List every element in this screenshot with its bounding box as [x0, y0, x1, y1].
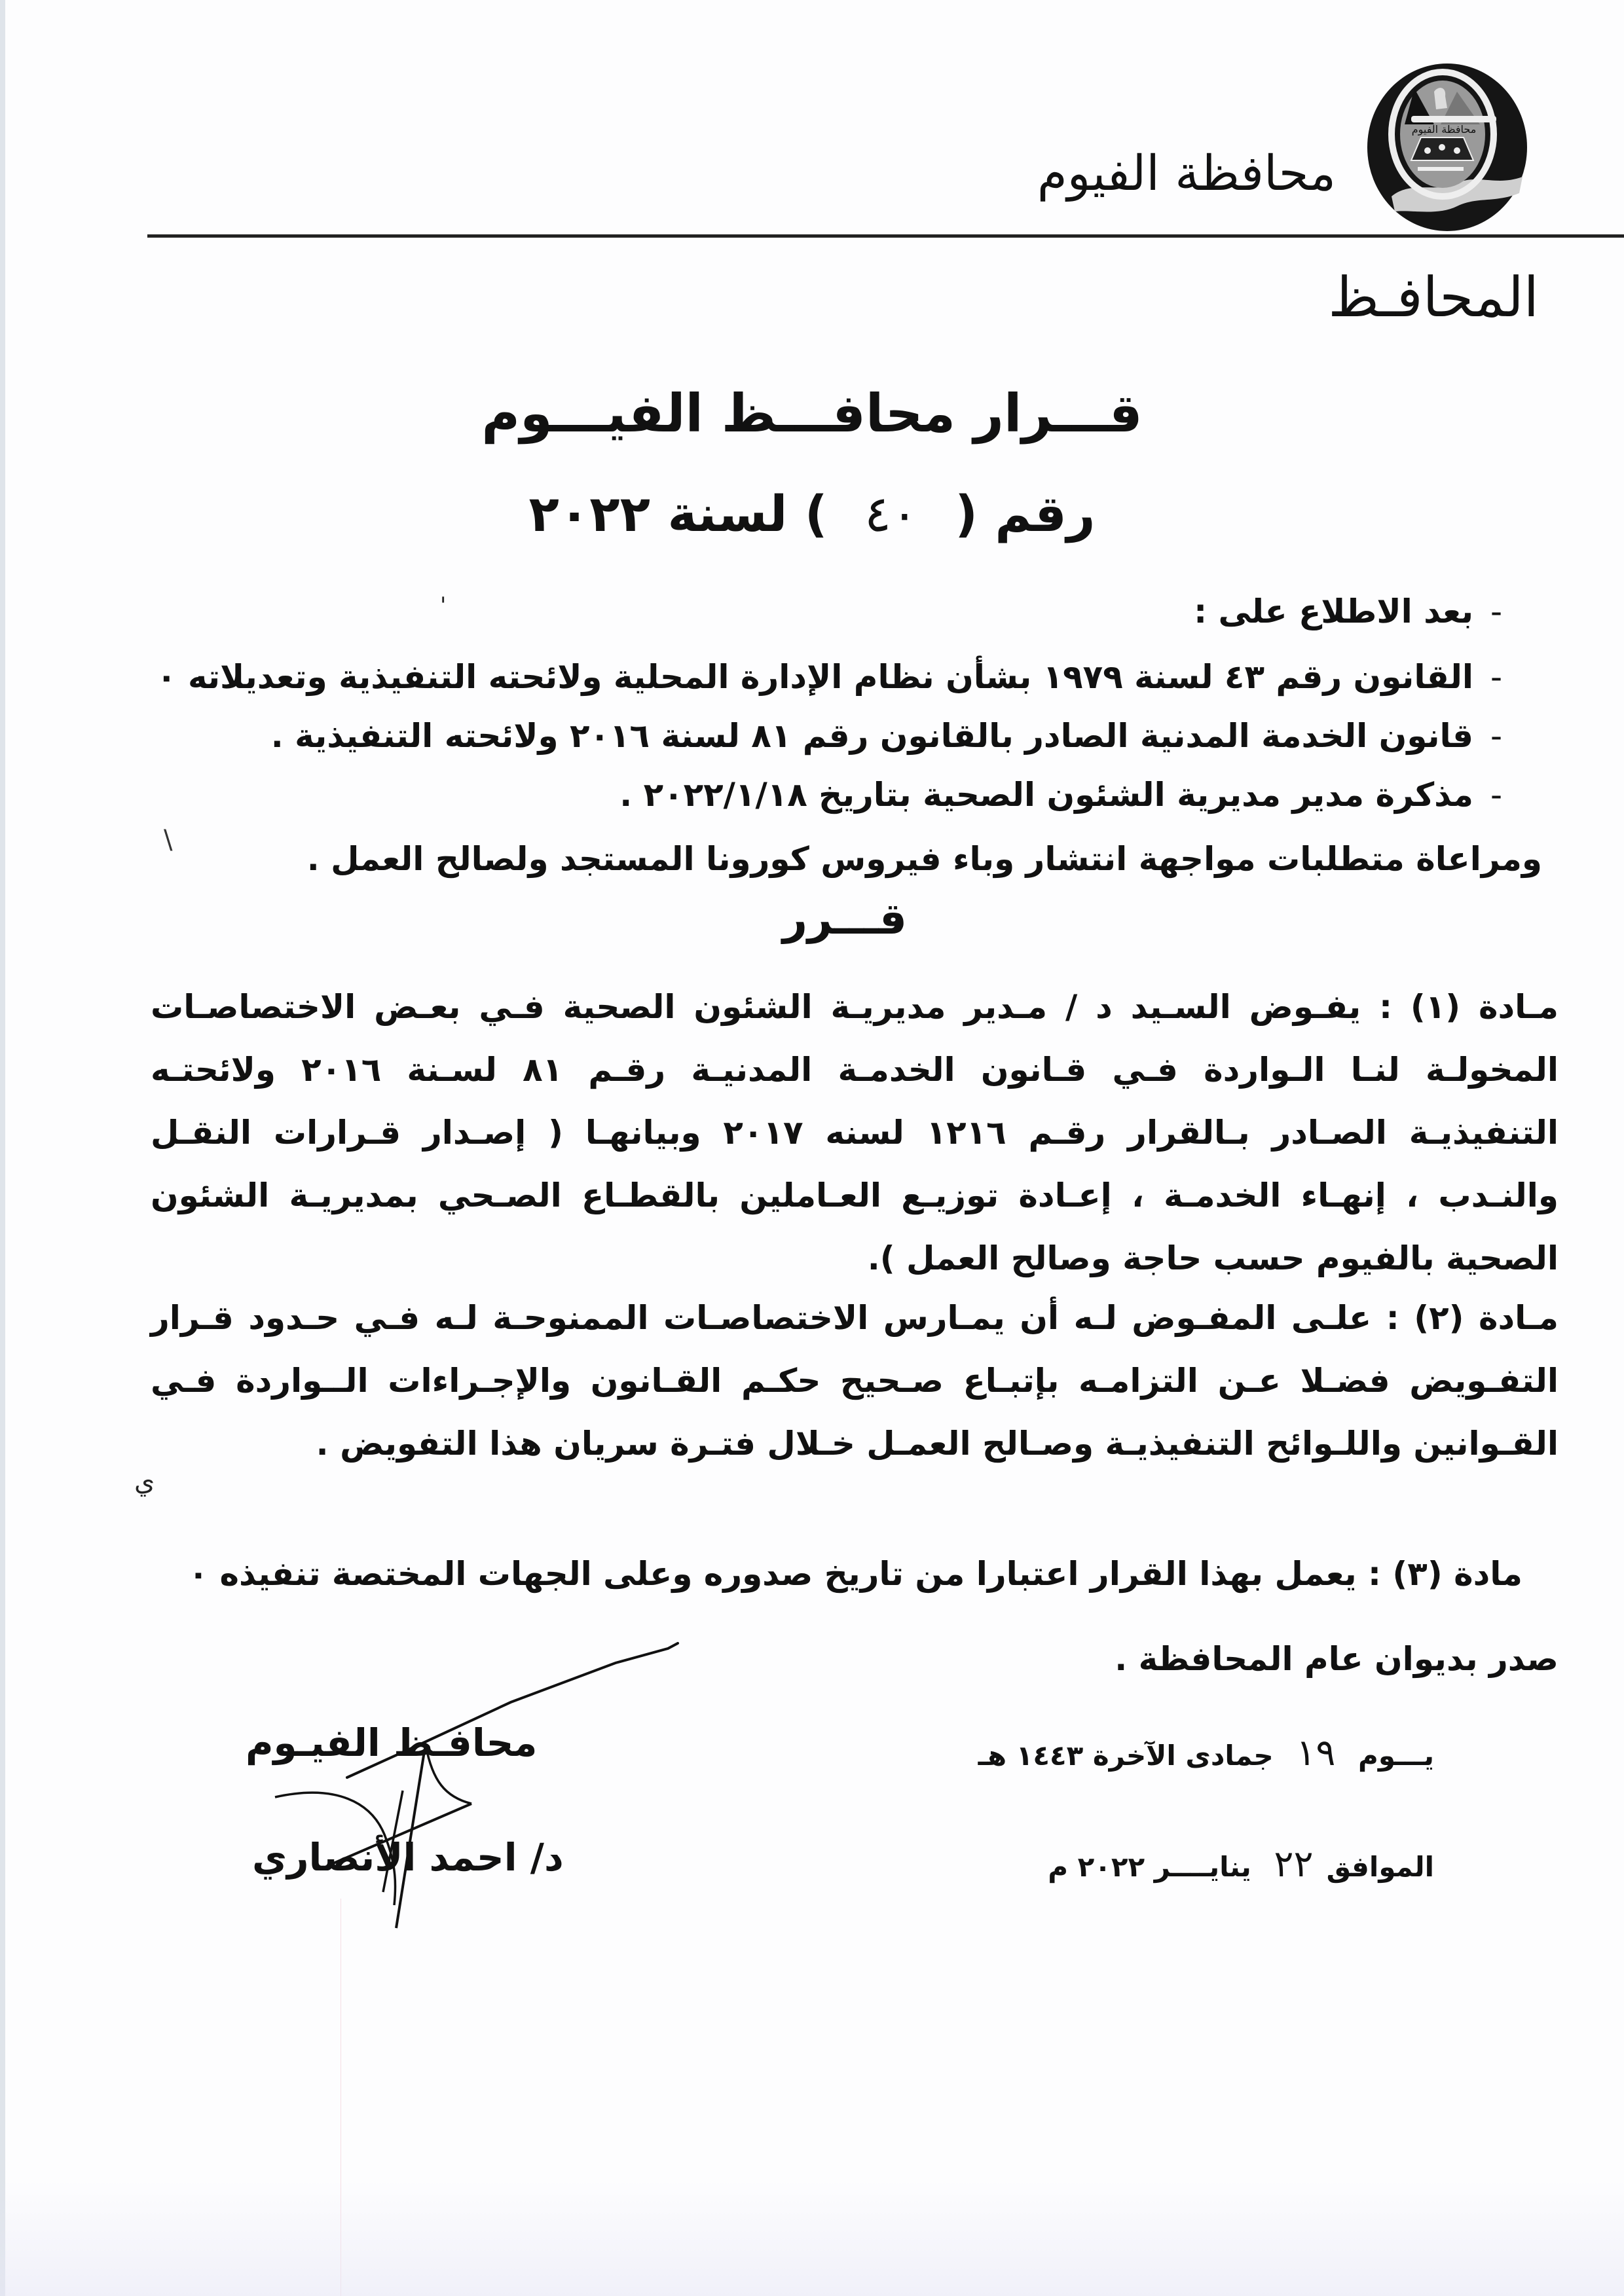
article-text: علـى المفـوض لـه أن يمـارس الاختصاصـات الممنوحـة لـه فـي حـدود قـرار التفـويض فضـلا عـن التزامـه بإتبـاع صـحيح حكـم القـانون والإجـراءات الــواردة فـي القـوانين واللـوائح التنفيذيـة وصـالح العمـل خـلال فتـرة سريان هذا التفويض .	[151, 1299, 1559, 1463]
issued-statement: صدر بديوان عام المحافظة .	[1115, 1640, 1559, 1678]
scan-page-edge	[0, 0, 5, 2296]
bullet-dash: -	[1490, 592, 1503, 630]
seal-text: محافظة الفيوم	[1411, 123, 1477, 136]
decree-title: قـــرار محافـــظ الفيـــوم	[481, 383, 1143, 444]
preamble-item	[157, 658, 1519, 696]
preamble-text: قانون الخدمة المدنية الصادر بالقانون رقم ٨١ لسنة ٢٠١٦ ولائحته التنفيذية .	[270, 717, 1473, 755]
gregorian-date	[1048, 1843, 1434, 1886]
article-1	[151, 975, 1559, 1290]
hijri-day-handwritten: ١٩	[1296, 1732, 1336, 1774]
preamble-text: القانون رقم ٤٣ لسنة ١٩٧٩ بشأن نظام الإدارة المحلية ولائحته التنفيذية وتعديلاته ٠	[157, 658, 1473, 696]
article-3	[189, 1555, 1522, 1593]
article-text: يفـوض السـيد د / مـدير مديريـة الشئون الصحية فـي بعـض الاختصاصـات المخولـة لنـا الـواردة فـي قـانون الخدمـة المدنيـة رقـم ٨١ لسـنة ٢٠١٦ ولائحتـه التنفيذيـة الصـادر بـالقرار رقـم ١٢١٦ لسنه ٢٠١٧ وبيانهـا ( إصـدار قـرارات النقـل والنـدب ، إنهـاء الخدمـة ، إعـادة توزيـع العـاملين بالقطـاع الصـحي بمديريـة الشئون الصحية بالفيوم حسب حاجة وصالح العمل ).	[151, 988, 1559, 1277]
margin-mark: ي	[134, 1467, 155, 1497]
decree-number-suffix: ) لسنة ٢٠٢٢	[528, 484, 828, 543]
gregorian-day-handwritten: ٢٢	[1274, 1843, 1314, 1886]
gregorian-month-year: ينايــــر ٢٠٢٢ م	[1048, 1851, 1251, 1883]
gregorian-label: الموافق	[1326, 1851, 1434, 1883]
decree-number-prefix: رقم (	[955, 484, 1096, 543]
signatory-title: محافـظ الفيـوم	[246, 1721, 538, 1765]
hijri-date	[978, 1732, 1434, 1774]
preamble-text: بعد الاطلاع على :	[1194, 592, 1473, 630]
handwritten-signature	[249, 1630, 707, 1944]
hijri-month-year: جمادى الآخرة ١٤٤٣ هـ	[978, 1740, 1274, 1772]
preamble-item	[271, 717, 1519, 755]
bullet-dash: -	[1490, 717, 1503, 755]
signatory-name: د/ احمد الأنصاري	[252, 1835, 564, 1880]
preamble-considering: ومراعاة متطلبات مواجهة انتشار وباء فيروس كورونا المستجد ولصالح العمل .	[306, 840, 1542, 878]
preamble-item	[619, 776, 1519, 814]
scan-shading	[0, 2180, 1624, 2296]
governorate-seal-logo	[1365, 62, 1529, 232]
decided-heading: قـــرر	[783, 894, 907, 944]
article-label: مـادة (٢) :	[1386, 1299, 1559, 1337]
scan-dot: '	[440, 592, 447, 619]
office-title: المحافـظ	[1328, 265, 1539, 329]
hijri-day-label: يـــوم	[1358, 1740, 1434, 1772]
preamble-item	[1194, 592, 1519, 630]
decree-number-handwritten: ٤٠	[864, 484, 918, 543]
bullet-dash: -	[1490, 658, 1503, 696]
article-text: يعمل بهذا القرار اعتبارا من تاريخ صدوره وعلى الجهات المختصة تنفيذه ٠	[188, 1555, 1357, 1593]
margin-mark: \	[164, 825, 173, 855]
article-label: مادة (٣) :	[1368, 1555, 1522, 1593]
article-2	[151, 1286, 1559, 1475]
article-label: مـادة (١) :	[1379, 988, 1559, 1026]
preamble-text: مذكرة مدير مديرية الشئون الصحية بتاريخ ٢٠٢٢/١/١٨ .	[619, 776, 1473, 814]
header-divider	[147, 234, 1624, 238]
bullet-dash: -	[1490, 776, 1503, 814]
governorate-name: محافظة الفيوم	[1037, 145, 1336, 202]
decree-number-line	[0, 484, 1624, 543]
